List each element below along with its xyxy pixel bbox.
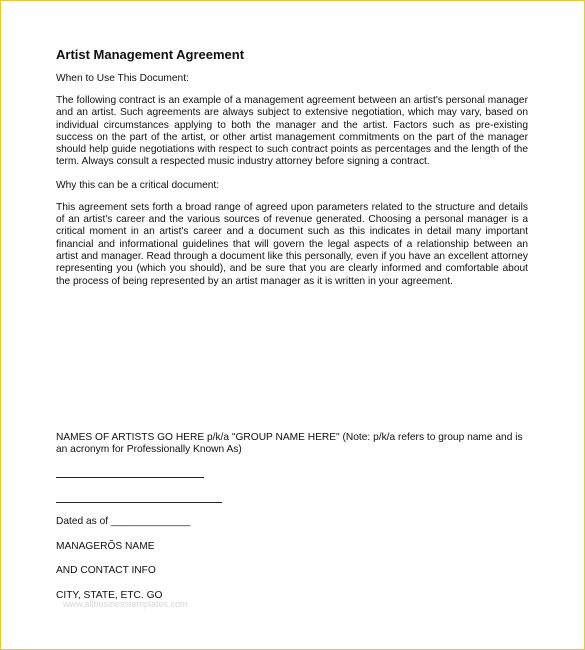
signature-blank-line (56, 477, 204, 478)
section-heading-when-to-use: When to Use This Document: (56, 73, 189, 84)
document-title: Artist Management Agreement (56, 47, 245, 62)
section-paragraph-when-to-use: The following contract is an example of a management agreement between an artist's personal manager and an artist. Such agreements are always subject to extensive negotiation, which may vary, based on individual circumstances applying to both the manager and the artist. Factors such as pre-existing success on the part of the artist, or other artist management commitments on the part of the manager should help guide negotiations with respect to such contract points as percentages and the length of the term. Always consult a respected music industry attorney before signing a contract. (56, 95, 528, 168)
city-state-line: CITY, STATE, ETC. GO (56, 590, 163, 601)
section-heading-why-critical: Why this can be a critical document: (56, 179, 220, 191)
artist-names-line: NAMES OF ARTISTS GO HERE p/k/a "GROUP NAME HERE" (Note: p/k/a refers to group name and is an acronym for Professionally Known As) (56, 432, 523, 456)
section-paragraph-why-critical: This agreement sets forth a broad range of agreed upon parameters related to the structure and details of an artist's career and the various sources of revenue generated. Choosing a personal manager is a critical moment in an artist's career and a document such as this indicates in detail many important financial and informational guidelines that will govern the legal aspects of a relationship between an artist and manager. Read through a document like this personally, even if you have an excellent attorney representing you (which you should), and be sure that you are clearly informed and comfortable about the process of being represented by an artist manager as it is written in your agreement. (56, 201, 528, 287)
signature-blank-line (56, 502, 222, 503)
contact-info-line: AND CONTACT INFO (56, 565, 156, 576)
dated-as-of-line: Dated as of ______________ (56, 516, 191, 527)
manager-name-line: MANAGERÕS NAME (56, 541, 155, 552)
document-body (56, 47, 528, 299)
watermark-text: www.allbusinesstemplates.com (63, 599, 188, 609)
